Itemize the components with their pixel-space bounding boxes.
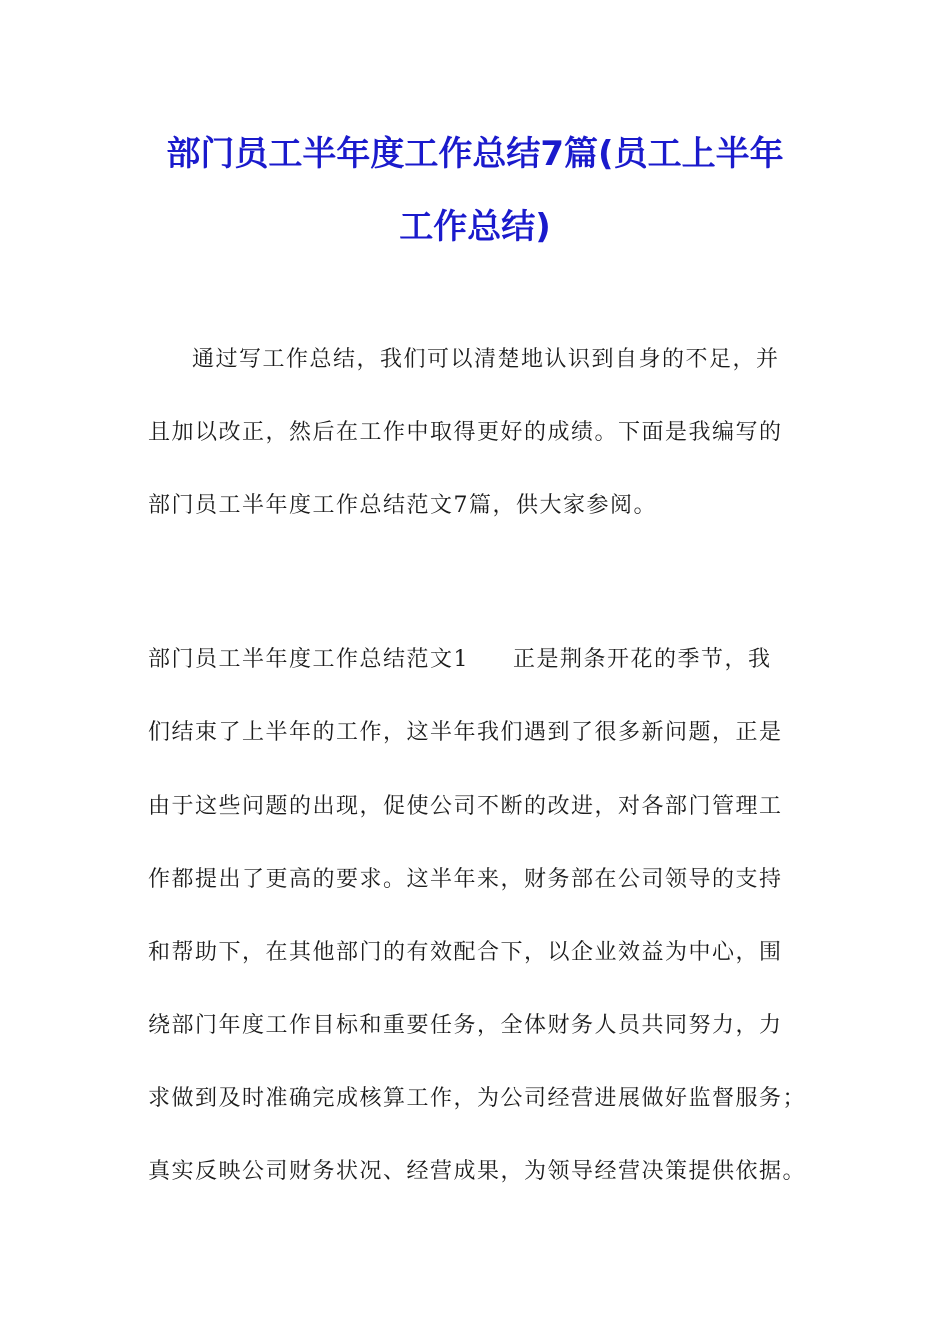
intro-paragraph-line-1: 通过写工作总结，我们可以清楚地认识到自身的不足，并 bbox=[192, 347, 780, 372]
section-line-7: 求做到及时准确完成核算工作，为公司经营进展做好监督服务； bbox=[148, 1086, 807, 1111]
section-line-8: 真实反映公司财务状况、经营成果，为领导经营决策提供依据。 bbox=[148, 1159, 807, 1184]
document-title-line-1: 部门员工半年度工作总结7篇(员工上半年 bbox=[166, 134, 784, 174]
section-line-2: 们结束了上半年的工作，这半年我们遇到了很多新问题，正是 bbox=[148, 720, 783, 745]
section-heading: 部门员工半年度工作总结范文1 bbox=[148, 647, 469, 672]
section-first-line-text: 正是荆条开花的季节，我 bbox=[513, 647, 772, 672]
document-title-line-2: 工作总结) bbox=[399, 207, 551, 247]
section-line-3: 由于这些问题的出现，促使公司不断的改进，对各部门管理工 bbox=[148, 794, 783, 819]
section-line-4: 作都提出了更高的要求。这半年来，财务部在公司领导的支持 bbox=[148, 867, 783, 892]
intro-paragraph-line-2: 且加以改正，然后在工作中取得更好的成绩。下面是我编写的 bbox=[148, 420, 783, 445]
intro-paragraph-line-3: 部门员工半年度工作总结范文7篇，供大家参阅。 bbox=[148, 493, 657, 518]
section-first-line bbox=[148, 645, 808, 675]
section-line-6: 绕部门年度工作目标和重要任务，全体财务人员共同努力，力 bbox=[148, 1013, 783, 1038]
section-line-5: 和帮助下，在其他部门的有效配合下，以企业效益为中心，围 bbox=[148, 940, 783, 965]
